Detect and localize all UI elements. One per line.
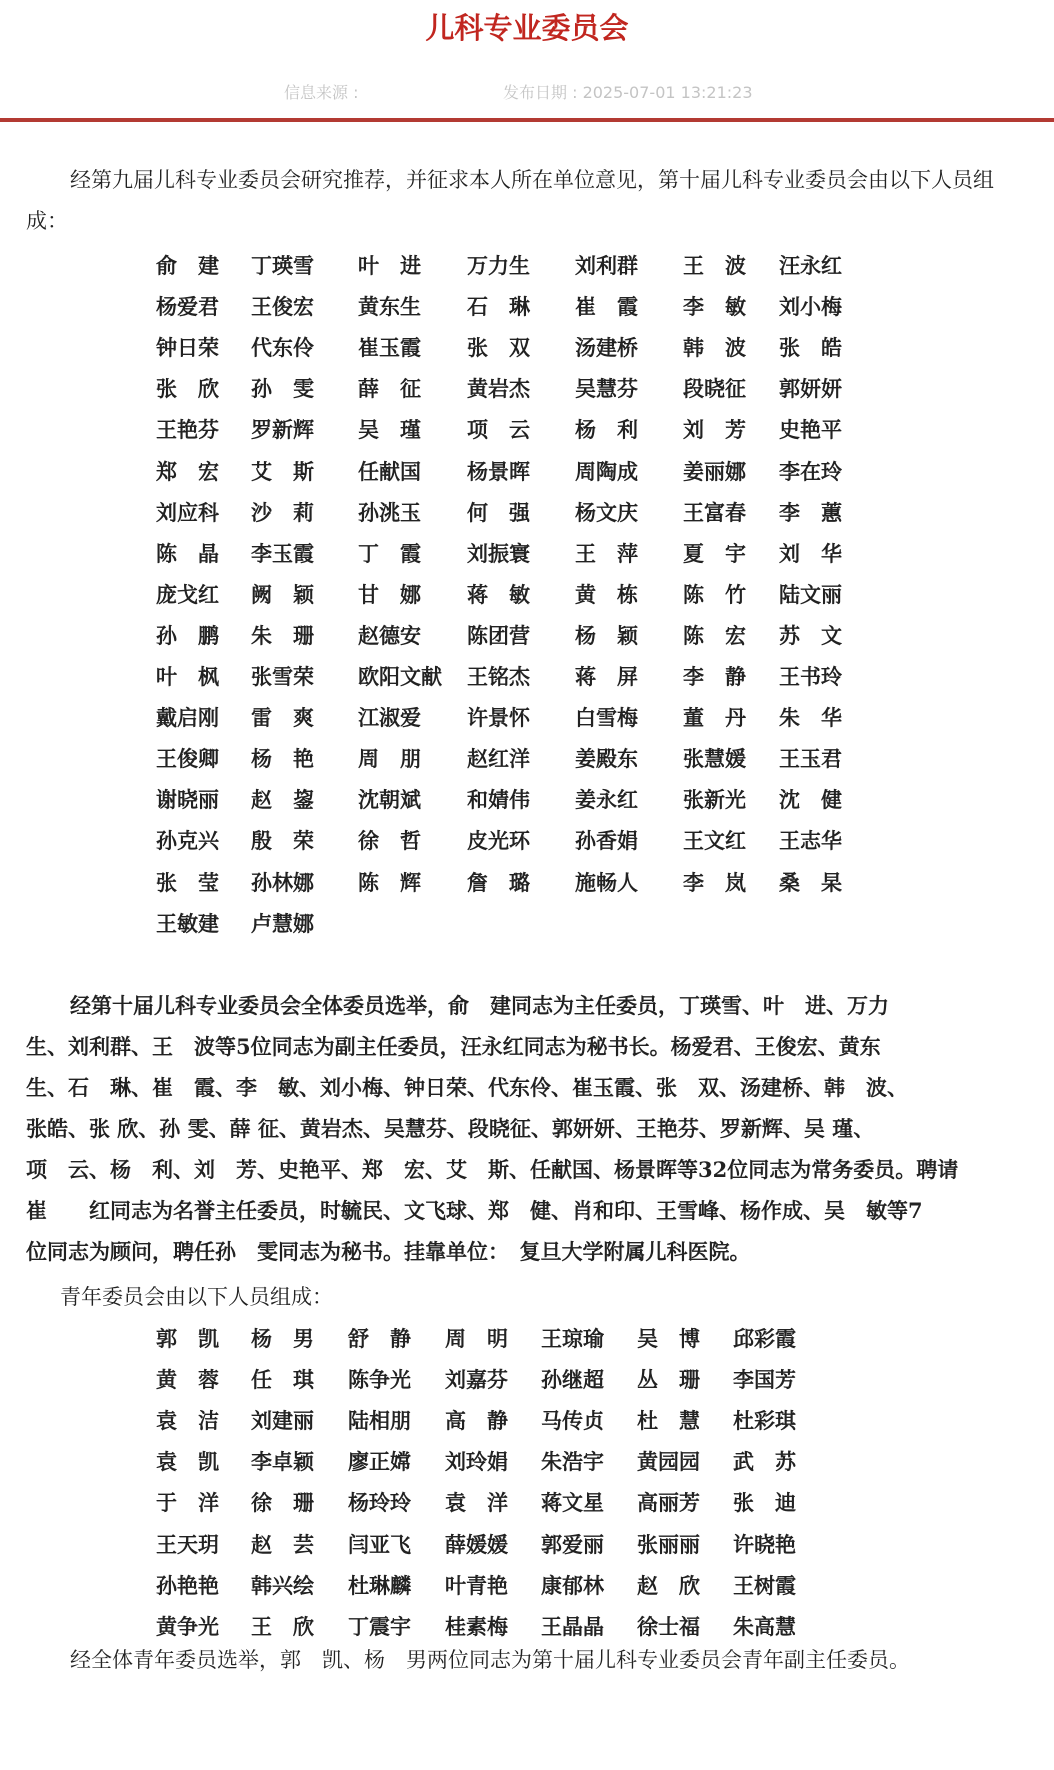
member-name: 王玉君 (779, 746, 842, 772)
member-name: 许景怀 (467, 705, 530, 731)
member-name: 李国芳 (733, 1367, 796, 1393)
member-name: 吴 瑾 (358, 417, 421, 443)
member-name: 罗新辉 (251, 417, 314, 443)
member-name: 郑 宏 (156, 458, 219, 484)
member-name: 吴 博 (637, 1326, 700, 1351)
youth-intro: 青年委员会由以下人员组成： (60, 1285, 333, 1309)
member-name: 沙 莉 (251, 499, 314, 525)
member-name: 张 欣 (156, 376, 219, 402)
member-name: 李 蕙 (779, 499, 842, 525)
member-name: 李 静 (683, 664, 746, 689)
member-name: 和婧伟 (467, 787, 530, 813)
member-name: 董 丹 (683, 705, 746, 731)
member-name: 韩 波 (683, 335, 746, 361)
member-name: 王天玥 (156, 1531, 219, 1557)
member-name: 黄东生 (358, 294, 421, 320)
election-line: 位同志为顾问，聘任孙 雯同志为秘书。挂靠单位： 复旦大学附属儿科医院。 (26, 1239, 751, 1264)
member-name: 张 双 (467, 335, 530, 361)
member-name: 丛 珊 (637, 1367, 700, 1393)
member-name: 薛 征 (358, 376, 421, 402)
member-name: 郭妍妍 (779, 376, 842, 402)
member-name: 段晓征 (683, 376, 746, 402)
member-name: 王文红 (683, 828, 746, 854)
member-name: 代东伶 (251, 335, 314, 361)
member-name: 许晓艳 (733, 1531, 796, 1557)
member-name: 朱浩宇 (541, 1449, 604, 1475)
member-name: 张丽丽 (637, 1531, 700, 1557)
member-name: 刘 华 (779, 540, 842, 566)
member-name: 汪永红 (779, 253, 842, 278)
member-name: 殷 荣 (251, 828, 314, 854)
member-name: 钟日荣 (156, 335, 219, 361)
member-name: 赵红洋 (467, 746, 530, 772)
page-title: 儿科专业委员会 (425, 11, 629, 45)
member-name: 王艳芬 (156, 417, 219, 443)
publish-date: 发布日期 : 2025-07-01 13:21:23 (503, 83, 753, 102)
member-name: 陈团营 (467, 622, 530, 648)
member-name: 杨玲玲 (348, 1490, 411, 1516)
member-name: 王 欣 (251, 1613, 314, 1639)
member-name: 张雪荣 (251, 664, 314, 689)
member-name: 姜永红 (575, 787, 638, 813)
member-name: 杨 利 (575, 417, 638, 443)
member-name: 皮光环 (467, 828, 530, 854)
member-name: 韩兴绘 (251, 1572, 314, 1598)
member-name: 黄 栋 (575, 581, 638, 607)
member-name: 陈 竹 (683, 581, 746, 607)
member-name: 周陶成 (575, 458, 638, 484)
member-name: 苏 文 (779, 622, 842, 648)
member-name: 杜 慧 (637, 1408, 700, 1434)
member-name: 俞 建 (156, 253, 219, 278)
member-name: 赵德安 (358, 622, 421, 648)
member-name: 孙林娜 (251, 869, 314, 895)
member-name: 朱 珊 (251, 622, 314, 648)
member-name: 雷 爽 (251, 705, 314, 731)
election-line: 经第十届儿科专业委员会全体委员选举，俞 建同志为主任委员，丁瑛雪、叶 进、万力 (70, 993, 889, 1018)
member-name: 袁 洁 (156, 1408, 219, 1434)
youth-election-paragraph: 经全体青年委员选举，郭 凯、杨 男两位同志为第十届儿科专业委员会青年副主任委员。 (70, 1648, 910, 1672)
election-line: 项 云、杨 利、刘 芳、史艳平、郑 宏、艾 斯、任献国、杨景晖等32位同志为常务委员。聘请 (26, 1157, 959, 1182)
member-name: 桂素梅 (445, 1613, 508, 1639)
member-name: 艾 斯 (251, 458, 314, 484)
member-name: 孙洮玉 (358, 499, 421, 525)
member-name: 施畅人 (575, 869, 638, 895)
member-name: 马传贞 (541, 1408, 604, 1434)
member-name: 王琼瑜 (541, 1326, 604, 1351)
member-name: 石 琳 (467, 294, 530, 320)
member-name: 谢晓丽 (156, 787, 219, 813)
member-name: 孙 鹏 (156, 622, 219, 648)
member-name: 王富春 (683, 499, 746, 525)
member-name: 薛媛媛 (445, 1531, 508, 1557)
member-name: 王 波 (683, 253, 746, 278)
member-name: 陈争光 (348, 1367, 411, 1393)
member-name: 蒋 屏 (575, 664, 638, 689)
member-name: 刘 芳 (683, 417, 746, 443)
member-name: 叶青艳 (445, 1572, 508, 1598)
member-name: 赵 欣 (637, 1572, 700, 1598)
election-line: 崔 红同志为名誉主任委员，时毓民、文飞球、郑 健、肖和印、王雪峰、杨作成、吴 敏等7 (26, 1198, 923, 1223)
member-name: 杨文庆 (575, 499, 638, 525)
member-name: 郭 凯 (156, 1326, 219, 1351)
member-name: 项 云 (467, 417, 530, 443)
member-name: 刘应科 (156, 499, 219, 525)
election-line: 生、石 琳、崔 霞、李 敏、刘小梅、钟日荣、代东伶、崔玉霞、张 双、汤建桥、韩 波、 (26, 1075, 908, 1100)
member-name: 高丽芳 (637, 1490, 700, 1516)
member-name: 甘 娜 (358, 581, 421, 607)
member-name: 高 静 (445, 1408, 508, 1434)
member-name: 白雪梅 (575, 705, 638, 731)
member-name: 丁震宇 (348, 1613, 411, 1639)
member-name: 刘振寰 (467, 540, 530, 566)
member-name: 王书玲 (779, 664, 842, 689)
member-name: 康郁林 (541, 1572, 604, 1598)
member-name: 汤建桥 (575, 335, 638, 361)
member-name: 廖正嫦 (348, 1449, 411, 1475)
member-name: 李 岚 (683, 869, 746, 895)
member-name: 李玉霞 (251, 540, 314, 566)
member-name: 杨 艳 (251, 746, 314, 772)
member-name: 张慧媛 (683, 746, 746, 772)
member-name: 王 萍 (575, 540, 638, 566)
member-name: 周 明 (445, 1326, 508, 1351)
member-name: 欧阳文献 (358, 664, 442, 689)
member-name: 桑 杲 (779, 869, 842, 895)
member-name: 李卓颖 (251, 1449, 314, 1475)
member-name: 沈 健 (779, 787, 842, 813)
info-source: 信息来源 : (284, 83, 359, 102)
member-name: 邱彩霞 (733, 1326, 796, 1351)
member-name: 王铭杰 (467, 664, 530, 689)
member-name: 王俊卿 (156, 746, 219, 772)
member-name: 孙香娟 (575, 828, 638, 854)
member-name: 徐 哲 (358, 828, 421, 854)
member-name: 刘利群 (575, 253, 638, 278)
member-name: 任献国 (358, 458, 421, 484)
member-name: 孙 雯 (251, 376, 314, 402)
member-name: 袁 洋 (445, 1490, 508, 1516)
member-name: 姜丽娜 (683, 458, 746, 484)
member-name: 杨 颖 (575, 622, 638, 648)
member-name: 孙继超 (541, 1367, 604, 1393)
member-name: 孙艳艳 (156, 1572, 219, 1598)
member-name: 刘玲娟 (445, 1449, 508, 1475)
member-name: 赵 芸 (251, 1531, 314, 1557)
member-name: 周 朋 (358, 746, 421, 772)
member-name: 黄 蓉 (156, 1367, 219, 1393)
member-name: 张新光 (683, 787, 746, 813)
member-name: 詹 璐 (467, 869, 530, 895)
member-name: 卢慧娜 (251, 910, 314, 936)
member-name: 夏 宇 (683, 540, 746, 566)
member-name: 袁 凯 (156, 1449, 219, 1475)
member-name: 张 迪 (733, 1490, 796, 1516)
member-name: 郭爱丽 (541, 1531, 604, 1557)
member-name: 陈 辉 (358, 869, 421, 895)
member-name: 陈 宏 (683, 622, 746, 648)
header-divider (0, 118, 1054, 122)
member-name: 刘嘉芬 (445, 1367, 508, 1393)
member-name: 崔玉霞 (358, 335, 421, 361)
election-line: 生、刘利群、王 波等5位同志为副主任委员，汪永红同志为秘书长。杨爱君、王俊宏、黄东 (26, 1034, 881, 1059)
election-line: 张皓、张 欣、孙 雯、薛 征、黄岩杰、吴慧芬、段晓征、郭妍妍、王艳芬、罗新辉、吴 瑾、 (26, 1116, 875, 1141)
member-name: 蒋文星 (541, 1490, 604, 1516)
member-name: 何 强 (467, 499, 530, 525)
member-name: 杜彩琪 (733, 1408, 796, 1434)
member-name: 徐 珊 (251, 1490, 314, 1516)
member-name: 叶 枫 (156, 664, 219, 689)
member-name: 李 敏 (683, 294, 746, 320)
member-name: 朱 华 (779, 705, 842, 731)
member-name: 姜殿东 (575, 746, 638, 772)
member-name: 崔 霞 (575, 294, 638, 320)
member-name: 王树霞 (733, 1572, 796, 1598)
member-name: 江淑爱 (358, 705, 421, 731)
member-name: 孙克兴 (156, 828, 219, 854)
member-name: 蒋 敏 (467, 581, 530, 607)
member-name: 于 洋 (156, 1490, 219, 1516)
member-name: 黄岩杰 (467, 376, 530, 402)
member-name: 陆相朋 (348, 1408, 411, 1434)
member-name: 张 莹 (156, 869, 219, 895)
member-name: 万力生 (467, 253, 530, 278)
member-name: 陈 晶 (156, 540, 219, 566)
member-name: 王晶晶 (541, 1613, 604, 1639)
member-name: 杨 男 (251, 1326, 314, 1351)
member-name: 朱高慧 (733, 1613, 796, 1639)
member-name: 闫亚飞 (348, 1531, 411, 1557)
member-name: 刘小梅 (779, 294, 842, 320)
member-name: 戴启刚 (156, 705, 219, 731)
member-name: 陆文丽 (779, 581, 842, 607)
member-name: 武 苏 (733, 1449, 796, 1475)
member-name: 吴慧芬 (575, 376, 638, 402)
member-name: 黄园园 (637, 1449, 700, 1475)
member-name: 杨爱君 (156, 294, 219, 320)
member-name: 阙 颖 (251, 581, 314, 607)
member-name: 沈朝斌 (358, 787, 421, 813)
member-name: 杜琳麟 (348, 1572, 411, 1598)
member-name: 徐士福 (637, 1613, 700, 1639)
member-name: 王俊宏 (251, 294, 314, 320)
member-name: 任 琪 (251, 1367, 314, 1393)
member-name: 李在玲 (779, 458, 842, 484)
member-name: 庞戈红 (156, 581, 219, 607)
member-name: 张 皓 (779, 335, 842, 361)
member-name: 赵 鋆 (251, 787, 314, 813)
member-name: 丁 霞 (358, 540, 421, 566)
member-name: 刘建丽 (251, 1408, 314, 1434)
member-name: 舒 静 (348, 1326, 411, 1351)
member-name: 王志华 (779, 828, 842, 854)
member-name: 黄争光 (156, 1613, 219, 1639)
member-name: 史艳平 (779, 417, 842, 443)
intro-paragraph: 经第九届儿科专业委员会研究推荐，并征求本人所在单位意见，第十届儿科专业委员会由以下人员组成： (26, 168, 994, 233)
member-name: 叶 进 (358, 253, 421, 278)
member-name: 丁瑛雪 (251, 253, 314, 278)
member-name: 杨景晖 (467, 458, 530, 484)
member-name: 王敏建 (156, 910, 219, 936)
